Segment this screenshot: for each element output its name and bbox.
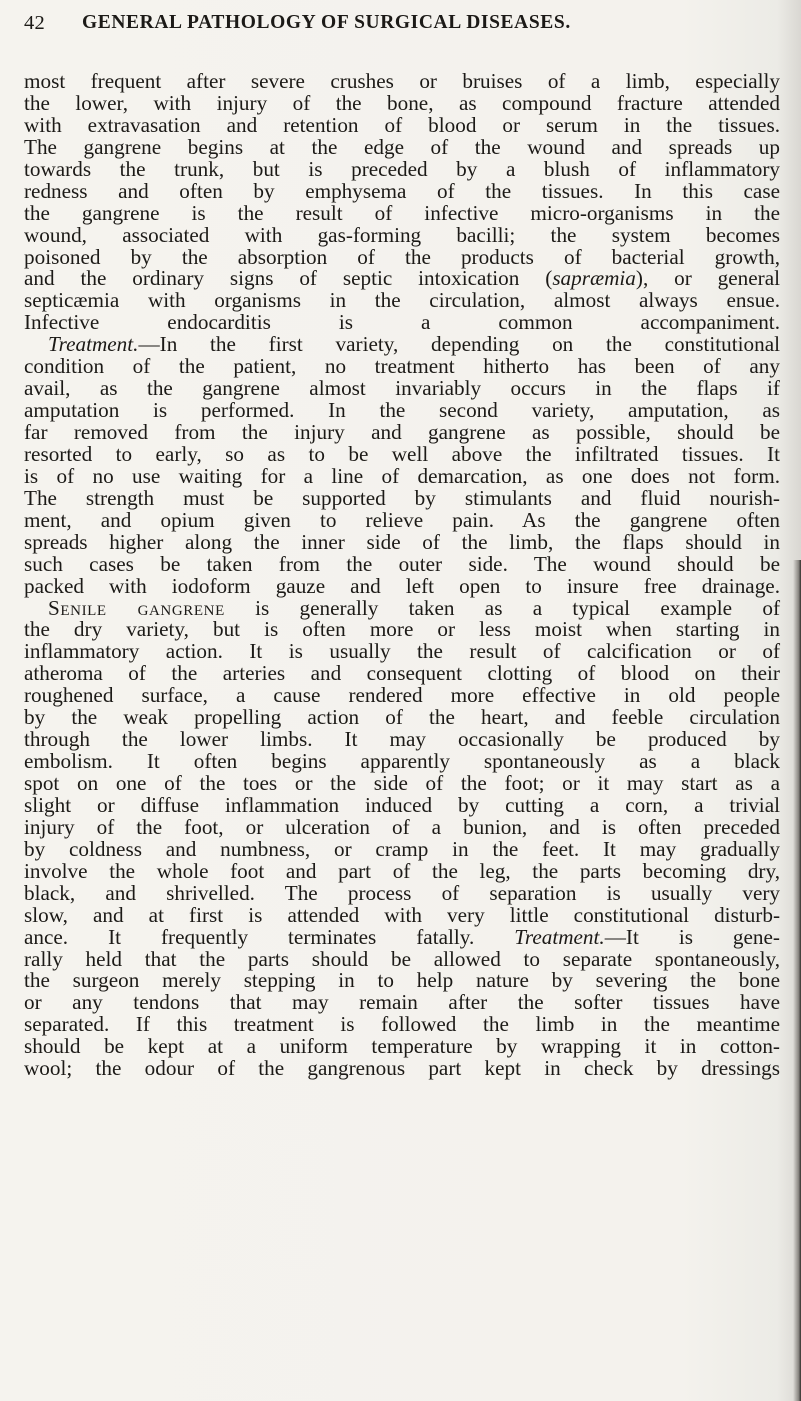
text-line: atheroma of the arteries and consequent clotting of blood on their: [24, 661, 780, 686]
text-line: or any tendons that may remain after the softer tissues have: [24, 990, 780, 1015]
text-line: Treatment.—In the first variety, depending on the constitutional: [48, 332, 780, 357]
text-line: injury of the foot, or ulceration of a bunion, and is often preceded: [24, 814, 780, 839]
text-line: the lower, with injury of the bone, as compound fracture attended: [24, 90, 780, 115]
text-line: separated. If this treatment is followed the limb in the meantime: [24, 1012, 780, 1037]
text-line: embolism. It often begins apparently spontaneously as a black: [24, 749, 780, 774]
text-line: packed with iodoform gauze and left open to insure free drainage.: [24, 573, 780, 598]
running-head: GENERAL PATHOLOGY OF SURGICAL DISEASES.: [82, 12, 571, 33]
text-line: redness and often by emphysema of the tissues. In this case: [24, 178, 780, 203]
page-header: [24, 12, 784, 42]
text-line: wound, associated with gas-forming bacilli; the system becomes: [24, 222, 780, 247]
text-line: rally held that the parts should be allowed to separate spontaneously,: [24, 946, 780, 971]
text-line: is of no use waiting for a line of demarcation, as one does not form.: [24, 463, 780, 488]
text-line: towards the trunk, but is preceded by a blush of inflammatory: [24, 156, 780, 181]
italic-text: sapræmia: [552, 266, 636, 291]
text-line: The gangrene begins at the edge of the wound and spreads up: [24, 134, 780, 159]
text-line: through the lower limbs. It may occasionally be produced by: [24, 727, 780, 752]
body-text: [24, 71, 780, 1080]
text-line: resorted to early, so as to be well above the infiltrated tissues. It: [24, 441, 780, 466]
text-line: black, and shrivelled. The process of separation is usually very: [24, 880, 780, 905]
text-line: and the ordinary signs of septic intoxication (sapræmia), or general: [24, 266, 781, 291]
text-line: involve the whole foot and part of the leg, the parts becoming dry,: [24, 858, 780, 883]
text-line: the surgeon merely stepping in to help nature by severing the bone: [24, 968, 780, 993]
text-line: ment, and opium given to relieve pain. As the gangrene often: [24, 507, 780, 532]
text-line: ance. It frequently terminates fatally. Treatment.—It is gene-: [24, 924, 780, 949]
text-line: the gangrene is the result of infective micro-organisms in the: [24, 200, 780, 225]
text-line: far removed from the injury and gangrene as possible, should be: [24, 420, 780, 444]
text-line: most frequent after severe crushes or bruises of a limb, especially: [24, 69, 780, 93]
page-edge-shadow: [793, 560, 801, 1401]
text-line: condition of the patient, no treatment hitherto has been of any: [24, 354, 780, 379]
text-line: amputation is performed. In the second variety, amputation, as: [24, 398, 780, 423]
text-line: slow, and at first is attended with very little constitutional disturb-: [24, 902, 780, 927]
small-caps-text: Senile gangrene: [48, 595, 225, 620]
text-line: poisoned by the absorption of the products of bacterial growth,: [24, 244, 780, 269]
text-line: The strength must be supported by stimulants and fluid nourish-: [24, 485, 780, 510]
page-number: 42: [24, 12, 45, 34]
italic-text: Treatment.: [514, 924, 605, 949]
text-line: slight or diffuse inflammation induced by cutting a corn, a trivial: [24, 792, 780, 817]
text-line: should be kept at a uniform temperature by wrapping it in cotton-: [24, 1034, 780, 1059]
text-line: avail, as the gangrene almost invariably occurs in the flaps if: [24, 376, 780, 401]
text-line: Senile gangrene is generally taken as a typical example of: [48, 595, 781, 620]
text-line: spreads higher along the inner side of the limb, the flaps should in: [24, 529, 780, 554]
text-line: wool; the odour of the gangrenous part kept in check by dressings: [24, 1056, 780, 1081]
italic-text: Treatment.: [48, 332, 139, 357]
text-line: roughened surface, a cause rendered more effective in old people: [24, 683, 780, 708]
text-line: septicæmia with organisms in the circulation, almost always ensue.: [24, 288, 780, 313]
text-line: such cases be taken from the outer side. The wound should be: [24, 551, 780, 576]
text-line: by the weak propelling action of the heart, and feeble circulation: [24, 705, 780, 730]
text-line: the dry variety, but is often more or less moist when starting in: [24, 617, 780, 642]
text-line: by coldness and numbness, or cramp in the feet. It may gradually: [24, 836, 780, 861]
text-line: with extravasation and retention of blood or serum in the tissues.: [24, 112, 780, 137]
text-line: spot on one of the toes or the side of the foot; or it may start as a: [24, 771, 780, 795]
text-line: inflammatory action. It is usually the result of calcification or of: [24, 639, 780, 664]
text-line: Infective endocarditis is a common accompaniment.: [24, 310, 780, 335]
